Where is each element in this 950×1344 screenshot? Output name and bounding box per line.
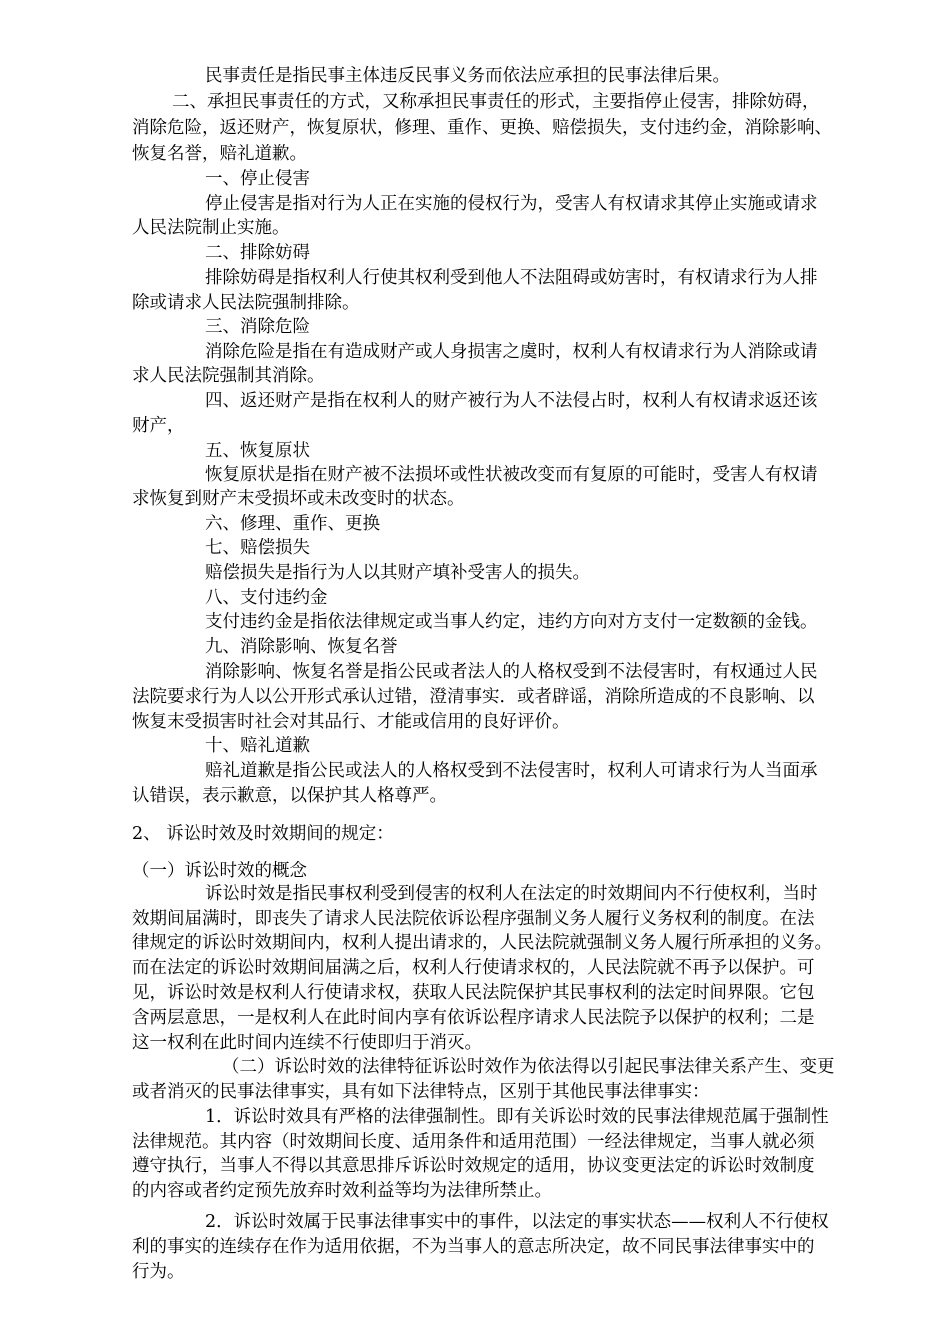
text-line: 支付违约金是指依法律规定或当事人约定，违约方向对方支付一定数额的金钱。 bbox=[205, 612, 818, 632]
text-line: 这一权利在此时间内连续不行使即归于消灭。 bbox=[132, 1033, 482, 1053]
text-line: 遵守执行，当事人不得以其意思排斥诉讼时效规定的适用，协议变更法定的诉讼时效制度 bbox=[132, 1156, 815, 1176]
text-line: 1．诉讼时效具有严格的法律强制性。即有关诉讼时效的民事法律规范属于强制性 bbox=[205, 1107, 829, 1127]
section-heading: 三、消除危险 bbox=[205, 317, 310, 337]
text-line: （二）诉讼时效的法律特征诉讼时效作为依法得以引起民事法律关系产生、变更 bbox=[222, 1057, 835, 1077]
section-heading: 六、修理、重作、更换 bbox=[205, 514, 380, 534]
text-line: 诉讼时效是指民事权利受到侵害的权利人在法定的时效期间内不行使权利，当时 bbox=[205, 884, 818, 904]
text-line: 而在法定的诉讼时效期间届满之后，权利人行使请求权的，人民法院就不再予以保护。可 bbox=[132, 958, 815, 978]
section-heading: 2、 诉讼时效及时效期间的规定： bbox=[132, 824, 394, 844]
section-heading: 八、支付违约金 bbox=[205, 588, 328, 608]
text-line: 法律规范。其内容（时效期间长度、适用条件和适用范围）一经法律规定，当事人就必须 bbox=[132, 1132, 815, 1152]
section-heading: 十、赔礼道歉 bbox=[205, 736, 310, 756]
text-line: 2．诉讼时效属于民事法律事实中的事件，以法定的事实状态——权利人不行使权 bbox=[205, 1212, 829, 1232]
text-line: 法院要求行为人以公开形式承认过错，澄清事实．或者辟谣，消除所造成的不良影响、以 bbox=[132, 687, 815, 707]
section-heading: 一、停止侵害 bbox=[205, 169, 310, 189]
text-line: 消除影响、恢复名誉是指公民或者法人的人格权受到不法侵害时，有权通过人民 bbox=[205, 662, 818, 682]
section-heading: 九、消除影响、恢复名誉 bbox=[205, 637, 398, 657]
text-line: 求恢复到财产末受损坏或未改变时的状态。 bbox=[132, 489, 465, 509]
text-line: 含两层意思，一是权利人在此时间内享有依诉讼程序请求人民法院予以保护的权利；二是 bbox=[132, 1008, 815, 1028]
text-line: 利的事实的连续存在作为适用依据，不为当事人的意志所决定，故不同民事法律事实中的 bbox=[132, 1237, 815, 1257]
section-heading: 五、恢复原状 bbox=[205, 441, 310, 461]
section-heading: 七、赔偿损失 bbox=[205, 538, 310, 558]
text-line: 人民法院制止实施。 bbox=[132, 218, 290, 238]
section-heading: （一）诉讼时效的概念 bbox=[132, 861, 307, 881]
text-line: 排除妨碍是指权利人行使其权利受到他人不法阻碍或妨害时，有权请求行为人排 bbox=[205, 268, 818, 288]
text-line: 认错误，表示歉意，以保护其人格尊严。 bbox=[132, 786, 447, 806]
text-line: 消除危险是指在有造成财产或人身损害之虞时，权利人有权请求行为人消除或请 bbox=[205, 342, 818, 362]
text-line: 消除危险，返还财产，恢复原状，修理、重作、更换、赔偿损失，支付违约金，消除影响、 bbox=[132, 118, 832, 138]
section-heading: 二、排除妨碍 bbox=[205, 243, 310, 263]
text-line: 见，诉讼时效是权利人行使请求权，获取人民法院保护其民事权利的法定时间界限。它包 bbox=[132, 983, 815, 1003]
text-line: 赔偿损失是指行为人以其财产填补受害人的损失。 bbox=[205, 563, 590, 583]
text-line: 恢复名誉，赔礼道歉。 bbox=[132, 144, 307, 164]
text-line: 赔礼道歉是指公民或法人的人格权受到不法侵害时，权利人可请求行为人当面承 bbox=[205, 761, 818, 781]
text-line: 或者消灭的民事法律事实，具有如下法律特点，区别于其他民事法律事实： bbox=[132, 1082, 710, 1102]
text-line: 效期间届满时，即丧失了请求人民法院依诉讼程序强制义务人履行义务权利的制度。在法 bbox=[132, 909, 815, 929]
text-line: 除或请求人民法院强制排除。 bbox=[132, 293, 360, 313]
text-line: 律规定的诉讼时效期间内，权利人提出请求的，人民法院就强制义务人履行所承担的义务。 bbox=[132, 933, 832, 953]
text-line: 求人民法院强制其消除。 bbox=[132, 366, 325, 386]
text-line: 民事责任是指民事主体违反民事义务而依法应承担的民事法律后果。 bbox=[205, 66, 730, 86]
text-line: 恢复原状是指在财产被不法损坏或性状被改变而有复原的可能时，受害人有权请 bbox=[205, 465, 818, 485]
text-line: 行为。 bbox=[132, 1262, 185, 1282]
text-line: 财产， bbox=[132, 416, 185, 436]
text-line: 的内容或者约定预先放弃时效利益等均为法律所禁止。 bbox=[132, 1181, 552, 1201]
text-line: 二、承担民事责任的方式，又称承担民事责任的形式，主要指停止侵害，排除妨碍， bbox=[172, 92, 820, 112]
text-line: 恢复末受损害时社会对其品行、才能或信用的良好评价。 bbox=[132, 712, 570, 732]
text-line: 四、返还财产是指在权利人的财产被行为人不法侵占时，权利人有权请求返还该 bbox=[205, 391, 818, 411]
text-line: 停止侵害是指对行为人正在实施的侵权行为，受害人有权请求其停止实施或请求 bbox=[205, 194, 818, 214]
